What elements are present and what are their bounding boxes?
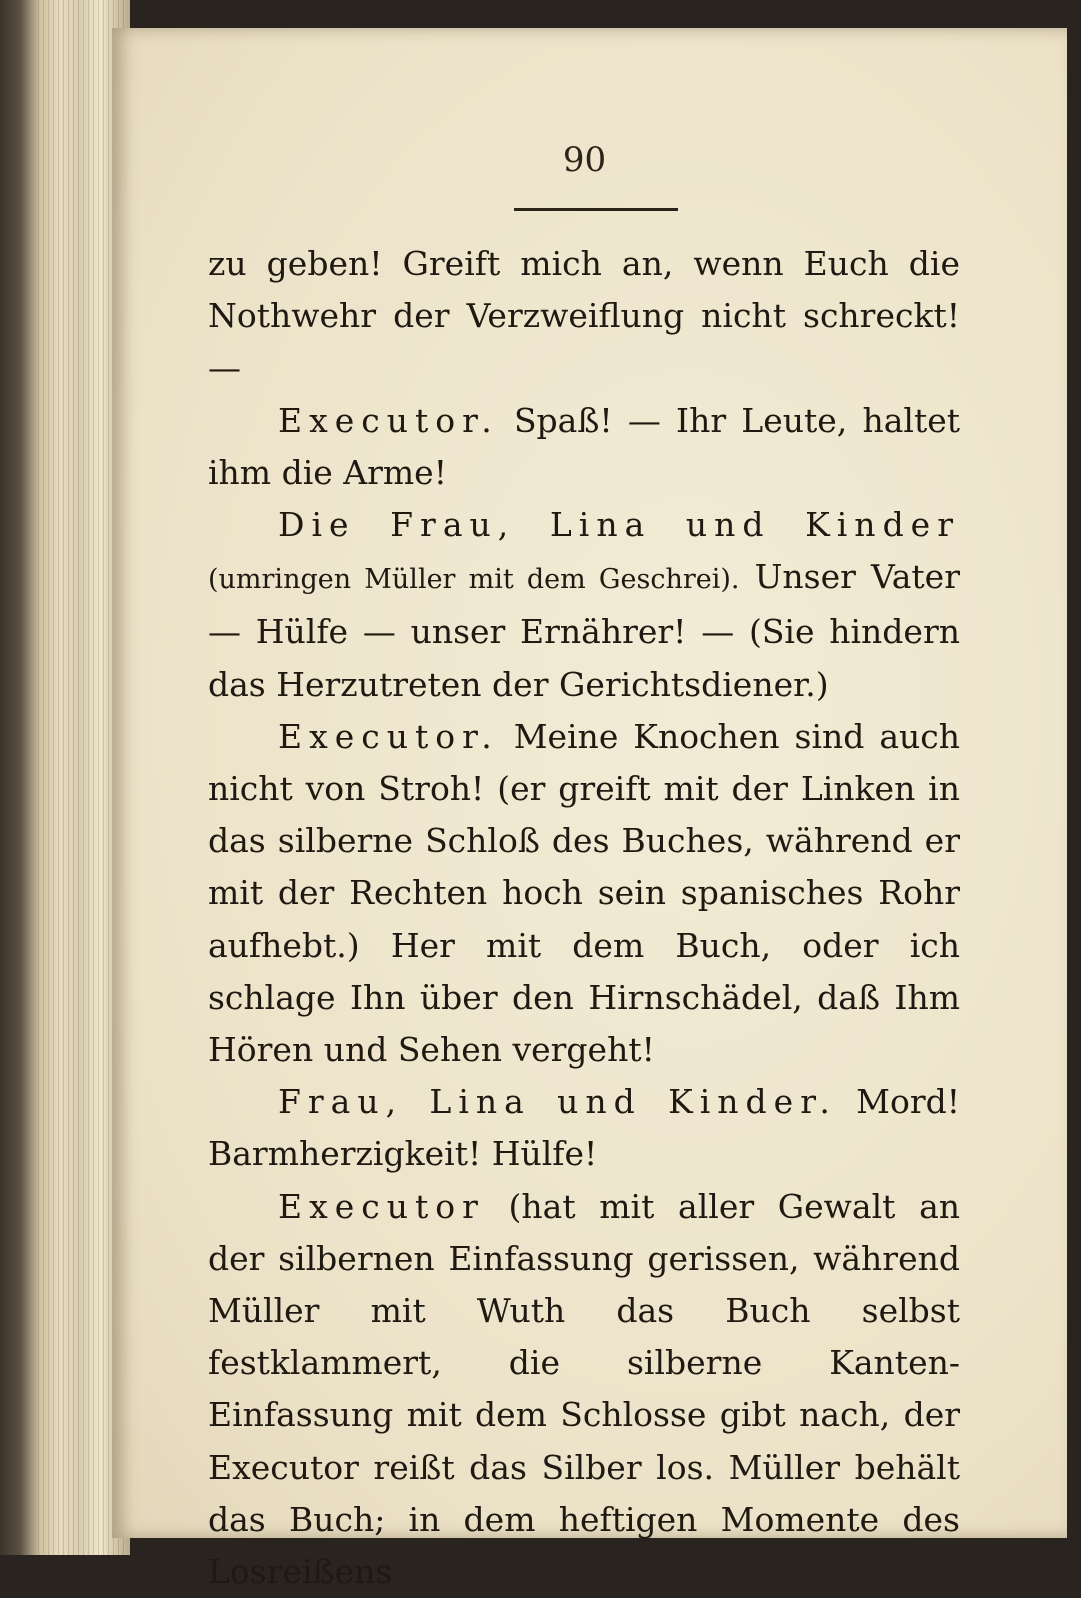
page-number-text: 90 xyxy=(562,140,607,180)
paragraph-6 xyxy=(208,1181,960,1598)
stage-direction: (hat mit aller Gewalt an der silbernen Einfassung gerissen, während Müller mit Wuth das Buch selbst festklammert, die silberne Kanten-Einfassung mit dem Schlosse gibt nach, der Executor reißt das Silber los. Müller behält das Buch; in dem heftigen Momente des Losreißens xyxy=(208,1186,960,1592)
paragraph-1-text: zu geben! Greift mich an, wenn Euch die Nothwehr der Verzweiflung nicht schreckt! — xyxy=(208,244,960,388)
paragraph-3-text: Unser Vater — Hülfe — unser Ernährer! — (Sie hindern das Herzutreten der Gerichtsdiener.) xyxy=(208,557,960,704)
stage-direction: (umringen Müller mit dem Geschrei). xyxy=(208,564,740,596)
speaker-frau-lina-kinder: Die Frau, Lina und Kinder xyxy=(278,505,960,545)
paragraph-2 xyxy=(208,395,960,499)
speaker-executor: Executor. xyxy=(278,716,499,756)
speaker-executor: Executor. xyxy=(278,400,499,440)
paragraph-5-text: Mord! Barmherzigkeit! Hülfe! xyxy=(208,1082,960,1174)
book-page xyxy=(112,28,1067,1592)
paragraph-4 xyxy=(208,711,960,1076)
paragraph-5 xyxy=(208,1076,960,1180)
page-number-rule xyxy=(514,208,678,211)
book-page-edges xyxy=(0,0,130,1555)
speaker-frau-lina-kinder: Frau, Lina und Kinder. xyxy=(278,1082,837,1122)
paragraph-2-text: Spaß! — Ihr Leute, haltet ihm die Arme! xyxy=(208,400,960,492)
page-body-text xyxy=(208,238,960,1598)
paragraph-3 xyxy=(208,499,960,711)
page-number xyxy=(112,140,1067,180)
paragraph-1 xyxy=(208,238,960,395)
speaker-executor: Executor xyxy=(278,1186,485,1226)
paragraph-4-text: Meine Knochen sind auch nicht von Stroh! (er greift mit der Linken in das silberne Schloß des Buches, während er mit der Rechten hoch sein spanisches Rohr aufhebt.) Her mit dem Buch, oder ich schlage Ihn über den Hirnschädel, daß Ihm Hören und Sehen vergeht! xyxy=(208,716,960,1070)
